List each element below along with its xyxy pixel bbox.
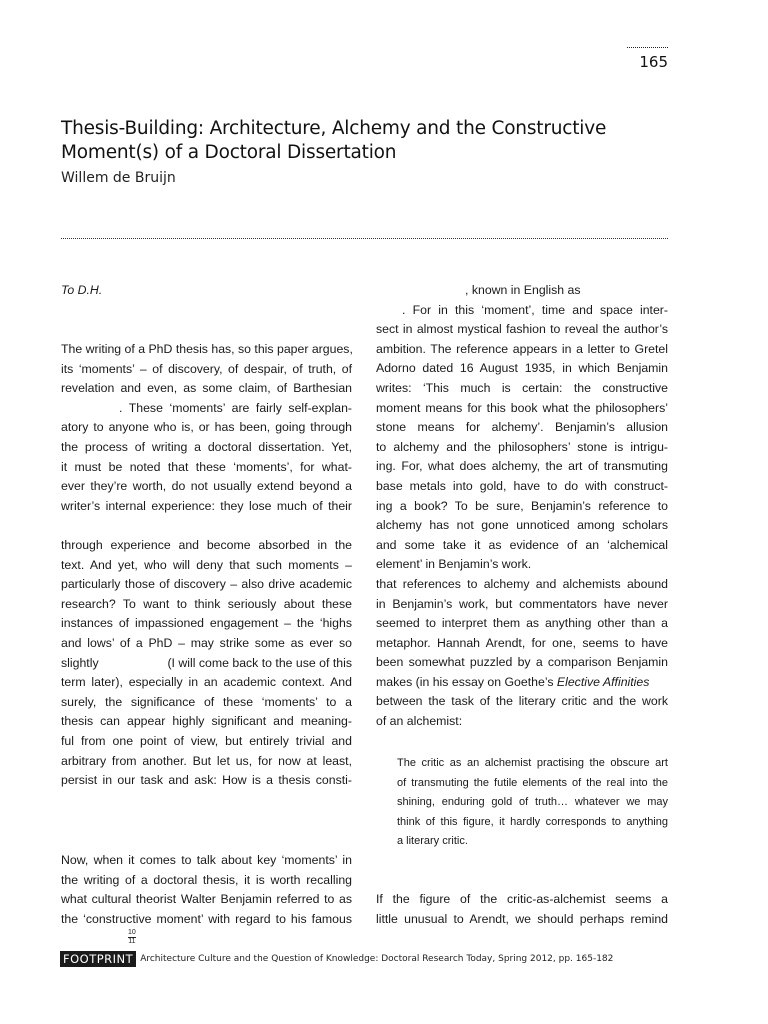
text-line: that references to alchemy and alchemists abound xyxy=(376,576,668,591)
text-line: ing a book? To be sure, Benjamin’s reference to xyxy=(376,498,668,513)
text-fragment: slightly xyxy=(61,655,99,670)
text-line: little unusual to Arendt, we should perhaps remind xyxy=(376,911,668,926)
author-name: Willem de Bruijn xyxy=(61,170,176,186)
text-line xyxy=(61,654,352,674)
text-line: ever they’re worth, do not usually extend beyond a xyxy=(61,479,352,494)
quote-line: The critic as an alchemist practising the obscure art xyxy=(397,757,668,769)
text-fragment: (I will come back to the use of this xyxy=(167,655,352,670)
text-line: metaphor. Hannah Arendt, for one, seems to have xyxy=(376,635,668,650)
text-line: and lows’ of a PhD – may strike some as ever so xyxy=(61,635,352,650)
left-paragraph-2 xyxy=(61,536,352,791)
text-line: stone means for alchemy’. Benjamin’s allusion xyxy=(376,420,668,435)
text-line: between the task of the literary critic and the work xyxy=(376,694,668,709)
journal-citation: Architecture Culture and the Question of Knowledge: Doctoral Research Today, Spring 2012, pp. 165-182 xyxy=(140,954,614,964)
text-line: the writing of a doctoral thesis, it is worth recalling xyxy=(61,872,352,887)
text-line: element’ in Benjamin’s work. xyxy=(376,557,532,572)
text-line: writes: ‘This much is certain: the constructive xyxy=(376,380,668,395)
page-number: 165 xyxy=(639,53,668,71)
block-quote xyxy=(397,754,668,852)
text-line: the ‘constructive moment’ with regard to his famous xyxy=(61,911,352,926)
text-line: sect in almost mystical fashion to reveal the author’s xyxy=(376,322,668,337)
text-line: , known in English as xyxy=(465,283,581,297)
text-line: it must be noted that these ‘moments’, for what- xyxy=(61,459,352,474)
text-line: surely, the significance of these ‘moments’ to a xyxy=(61,694,352,709)
right-paragraph-after-quote xyxy=(376,890,668,929)
text-line: Adorno dated 16 August 1935, in which Benjamin xyxy=(376,361,668,376)
text-line: to alchemy and the philosophers’ stone is intrigu- xyxy=(376,439,668,454)
title-line-2: Moment(s) of a Doctoral Dissertation xyxy=(61,142,397,163)
text-line: its ‘moments’ – of discovery, of despair, of truth, of xyxy=(61,361,352,376)
issue-top: 10 xyxy=(128,929,136,936)
text-line: . These ‘moments’ are fairly self-explan- xyxy=(119,400,352,415)
text-line: The writing of a PhD thesis has, so this paper argues, xyxy=(61,342,353,356)
text-line: research? To want to think seriously about these xyxy=(61,596,352,611)
article-title xyxy=(61,117,681,165)
text-line: atory to anyone who is, or has been, going through xyxy=(61,420,352,435)
footer xyxy=(60,951,613,967)
text-line: through experience and become absorbed in the xyxy=(61,538,352,552)
text-line: instances of impassioned engagement – the ‘highs xyxy=(61,616,352,631)
dedication: To D.H. xyxy=(61,283,103,297)
text-line xyxy=(376,673,668,693)
text-line: ing. For, what does alchemy, the art of transmuting xyxy=(376,459,668,474)
quote-line: a literary critic. xyxy=(397,835,468,848)
quote-line: shining, enduring gold of truth… whatever we may xyxy=(397,796,668,809)
text-line: ful from one point of view, but entirely trivial and xyxy=(61,733,352,748)
text-line: Now, when it comes to talk about key ‘moments’ in xyxy=(61,853,352,867)
text-line: revelation and even, as some claim, of Barthesian xyxy=(61,381,352,396)
left-paragraph-1 xyxy=(61,340,352,516)
text-line: particularly those of discovery – also drive academic xyxy=(61,577,352,592)
text-line: the process of writing a doctoral dissertation. Yet, xyxy=(61,439,352,454)
text-line: alchemy has not gone unnoticed among scholars xyxy=(376,518,668,533)
title-line-1: Thesis-Building: Architecture, Alchemy and the Constructive xyxy=(61,118,607,139)
text-line: thesis can appear highly significant and meaning- xyxy=(61,714,352,729)
text-fragment: makes (in his essay on Goethe’s xyxy=(376,674,554,689)
left-paragraph-3 xyxy=(61,851,352,929)
right-column-text xyxy=(376,281,668,732)
text-line: term later), especially in an academic context. And xyxy=(61,675,352,690)
text-line: If the figure of the critic-as-alchemist seems a xyxy=(376,892,668,906)
quote-line: think of this figure, it hardly corresponds to anything xyxy=(397,815,668,828)
text-line: . For in this ‘moment’, time and space inter- xyxy=(402,302,668,317)
text-line: base metals into gold, have to do with construct- xyxy=(376,478,668,493)
text-line: been somewhat puzzled by a comparison Benjamin xyxy=(376,655,668,670)
text-line: moment means for this book what the philosophers’ xyxy=(376,400,668,415)
text-line: seemed to interpret them as anything other than a xyxy=(376,616,668,631)
issue-bottom: 11 xyxy=(128,938,136,945)
text-line: ambition. The reference appears in a letter to Gretel xyxy=(376,341,668,356)
text-line: text. And yet, who will deny that such moments – xyxy=(61,557,352,572)
text-line: and some take it as evidence of an ‘alchemical xyxy=(376,537,668,552)
text-line: writer’s internal experience: they lose much of their xyxy=(61,498,352,513)
text-line: of an alchemist: xyxy=(376,714,463,729)
text-line: what cultural theorist Walter Benjamin referred to as xyxy=(61,892,352,907)
text-line: persist in our task and ask: How is a thesis consti- xyxy=(61,773,352,788)
journal-logo: FOOTPRINT xyxy=(60,951,136,967)
header-divider xyxy=(61,238,668,239)
quote-line: of transmuting the futile elements of the real into the xyxy=(397,776,668,789)
page-number-rule xyxy=(627,47,668,48)
text-line: arbitrary from another. But let us, for now at least, xyxy=(61,753,352,768)
issue-number xyxy=(128,929,136,946)
book-title: Elective Affinities xyxy=(556,674,650,689)
text-line: in Benjamin’s work, but commentators have never xyxy=(376,596,668,611)
